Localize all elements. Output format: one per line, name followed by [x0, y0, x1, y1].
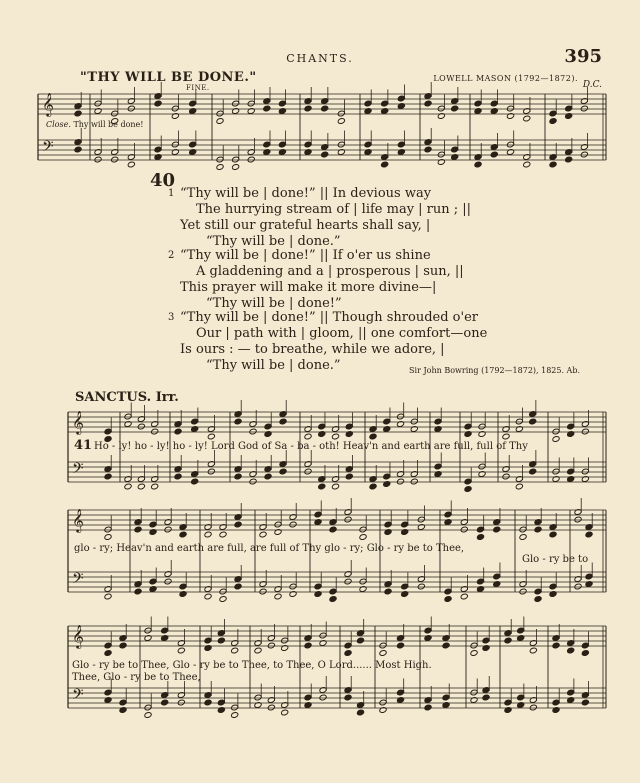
- verse-line: The hurrying stream of | life may | run ; ||: [196, 202, 472, 217]
- note-head: [104, 473, 112, 480]
- note-head: [552, 642, 560, 649]
- note-head: [580, 105, 588, 112]
- running-header: CHANTS.: [286, 52, 354, 65]
- note-head: [274, 593, 282, 600]
- chant-number: 40: [150, 170, 176, 191]
- note-head: [189, 149, 197, 156]
- note-head: [154, 154, 162, 161]
- note-head: [424, 100, 432, 107]
- note-head: [581, 428, 589, 435]
- note-head: [581, 699, 589, 706]
- note-head: [381, 161, 389, 168]
- note-head: [279, 418, 287, 425]
- note-head: [337, 149, 345, 156]
- note-head: [144, 635, 152, 642]
- note-head: [191, 478, 199, 485]
- note-head: [529, 704, 537, 711]
- note-head: [231, 647, 239, 654]
- note-head: [437, 113, 445, 120]
- note-head: [534, 526, 542, 533]
- verse-line: This prayer will make it more divine—|: [180, 280, 437, 295]
- note-head: [124, 483, 132, 490]
- note-head: [549, 591, 557, 598]
- note-head: [384, 588, 392, 595]
- verse-line: Our | path with | gloom, || one comfort—one: [196, 326, 488, 341]
- note-head: [234, 418, 242, 425]
- chant-title: "THY WILL BE DONE.": [80, 70, 257, 85]
- note-head: [369, 433, 377, 440]
- note-head: [359, 586, 367, 593]
- note-head: [124, 421, 132, 428]
- note-head: [565, 113, 573, 120]
- note-head: [529, 647, 537, 654]
- note-head: [204, 593, 212, 600]
- note-head: [437, 159, 445, 166]
- note-head: [234, 521, 242, 528]
- note-head: [314, 591, 322, 598]
- note-head: [219, 531, 227, 538]
- note-head: [482, 694, 490, 701]
- note-head: [529, 468, 537, 475]
- note-head: [493, 526, 501, 533]
- note-head: [396, 697, 404, 704]
- note-head: [451, 105, 459, 112]
- note-head: [515, 426, 523, 433]
- note-head: [574, 583, 582, 590]
- note-head: [470, 697, 478, 704]
- note-head: [304, 149, 312, 156]
- note-head: [264, 431, 272, 438]
- note-head: [567, 431, 575, 438]
- note-head: [289, 591, 297, 598]
- note-head: [331, 483, 339, 490]
- note-head: [549, 531, 557, 538]
- note-head: [344, 650, 352, 657]
- note-head: [151, 483, 159, 490]
- note-head: [517, 702, 525, 709]
- verse-1: [168, 186, 472, 250]
- note-head: [263, 149, 271, 156]
- note-head: [519, 588, 527, 595]
- note-head: [154, 100, 162, 107]
- verse-number: 2: [168, 250, 175, 261]
- note-head: [337, 118, 345, 125]
- note-head: [274, 529, 282, 536]
- note-head: [119, 642, 127, 649]
- note-head: [174, 428, 182, 435]
- note-head: [444, 519, 452, 526]
- note-head: [104, 534, 112, 541]
- note-head: [179, 591, 187, 598]
- note-head: [137, 483, 145, 490]
- bass-clef-icon: 𝄢: [72, 686, 84, 707]
- note-head: [94, 156, 102, 163]
- note-head: [247, 156, 255, 163]
- note-head: [104, 650, 112, 657]
- note-head: [232, 164, 240, 171]
- verse-number: 1: [168, 188, 175, 199]
- note-head: [581, 476, 589, 483]
- note-head: [216, 118, 224, 125]
- treble-clef-icon: 𝄞: [72, 508, 84, 532]
- note-head: [464, 431, 472, 438]
- verse-line: “Thy will be | done.”: [206, 358, 341, 373]
- note-head: [534, 596, 542, 603]
- note-head: [329, 526, 337, 533]
- bass-clef-icon: 𝄢: [72, 570, 84, 591]
- note-head: [504, 637, 512, 644]
- note-head: [267, 704, 275, 711]
- note-head: [94, 108, 102, 115]
- note-head: [104, 697, 112, 704]
- note-head: [364, 149, 372, 156]
- note-head: [267, 642, 275, 649]
- note-head: [567, 697, 575, 704]
- close-label: Close.: [46, 120, 71, 129]
- verse-3: [168, 310, 488, 374]
- note-head: [161, 699, 169, 706]
- note-head: [364, 108, 372, 115]
- note-head: [567, 647, 575, 654]
- note-head: [137, 423, 145, 430]
- note-head: [464, 486, 472, 493]
- note-head: [329, 596, 337, 603]
- sanctus-lyrics-2b: Glo - ry be to: [522, 554, 589, 565]
- note-head: [304, 642, 312, 649]
- note-head: [204, 645, 212, 652]
- note-head: [216, 164, 224, 171]
- dc-marking: D.C.: [582, 80, 602, 90]
- note-head: [217, 637, 225, 644]
- note-head: [474, 161, 482, 168]
- note-head: [502, 433, 510, 440]
- note-head: [177, 647, 185, 654]
- verse-line: A gladdening and a | prosperous | sun, ||: [196, 264, 464, 279]
- note-head: [134, 526, 142, 533]
- note-head: [482, 645, 490, 652]
- note-head: [493, 581, 501, 588]
- note-head: [219, 596, 227, 603]
- note-head: [249, 428, 257, 435]
- note-head: [478, 431, 486, 438]
- note-head: [506, 149, 514, 156]
- sanctus-title: SANCTUS. Irr.: [75, 390, 179, 405]
- note-head: [396, 642, 404, 649]
- note-head: [304, 468, 312, 475]
- note-head: [381, 108, 389, 115]
- note-head: [474, 108, 482, 115]
- note-head: [397, 149, 405, 156]
- note-head: [383, 481, 391, 488]
- note-head: [585, 531, 593, 538]
- page-number: 395: [564, 46, 602, 67]
- note-head: [177, 699, 185, 706]
- close-text: [46, 120, 144, 129]
- note-head: [504, 707, 512, 714]
- verse-line: Is ours : — to breathe, while we adore, |: [180, 342, 445, 357]
- note-head: [74, 110, 82, 117]
- bass-clef-icon: 𝄢: [42, 138, 54, 159]
- sanctus-lyrics-3b: Thee, Glo - ry be to Thee,: [72, 672, 201, 683]
- note-head: [574, 516, 582, 523]
- note-head: [259, 531, 267, 538]
- note-head: [161, 635, 169, 642]
- note-head: [476, 586, 484, 593]
- note-head: [581, 650, 589, 657]
- note-head: [278, 149, 286, 156]
- note-head: [442, 642, 450, 649]
- verse-number: 3: [168, 312, 175, 323]
- note-head: [289, 521, 297, 528]
- note-head: [506, 113, 514, 120]
- verse-line: “Thy will be | done!” || If o'er us shine: [180, 248, 431, 263]
- note-head: [424, 635, 432, 642]
- composer-credit: LOWELL MASON (1792—1872).: [433, 74, 578, 83]
- note-head: [490, 108, 498, 115]
- note-head: [254, 702, 262, 709]
- note-head: [359, 534, 367, 541]
- treble-clef-icon: 𝄞: [42, 92, 54, 116]
- note-head: [264, 473, 272, 480]
- note-head: [519, 534, 527, 541]
- bass-clef-icon: 𝄢: [72, 460, 84, 481]
- note-head: [217, 707, 225, 714]
- note-head: [304, 433, 312, 440]
- note-head: [318, 431, 326, 438]
- note-head: [478, 471, 486, 478]
- note-head: [523, 115, 531, 122]
- note-head: [567, 476, 575, 483]
- note-head: [444, 596, 452, 603]
- note-head: [174, 473, 182, 480]
- note-head: [384, 529, 392, 536]
- note-head: [552, 476, 560, 483]
- note-head: [460, 526, 468, 533]
- note-head: [127, 161, 135, 168]
- note-head: [523, 161, 531, 168]
- note-head: [529, 418, 537, 425]
- note-head: [304, 105, 312, 112]
- note-head: [247, 108, 255, 115]
- note-head: [164, 526, 172, 533]
- sanctus-lyrics-2: glo - ry; Heav'n and earth are full, are full of Thy glo - ry; Glo - ry be to Thee,: [74, 543, 465, 554]
- note-head: [396, 478, 404, 485]
- note-head: [74, 146, 82, 153]
- verse-line: “Thy will be | done!” || In devious way: [180, 186, 432, 201]
- note-head: [565, 156, 573, 163]
- note-head: [490, 151, 498, 158]
- sanctus-number: 41: [74, 438, 93, 453]
- close-words: Thy will be done!: [73, 120, 144, 129]
- note-head: [401, 591, 409, 598]
- note-head: [517, 635, 525, 642]
- note-head: [263, 105, 271, 112]
- note-head: [331, 433, 339, 440]
- note-head: [434, 426, 442, 433]
- note-head: [304, 702, 312, 709]
- note-head: [127, 105, 135, 112]
- note-head: [207, 468, 215, 475]
- verse-line: “Thy will be | done.”: [206, 234, 341, 249]
- attribution: Sir John Bowring (1792—1872), 1825. Ab.: [409, 366, 580, 375]
- note-head: [249, 478, 257, 485]
- note-head: [424, 704, 432, 711]
- note-head: [345, 473, 353, 480]
- note-head: [234, 583, 242, 590]
- note-head: [171, 113, 179, 120]
- note-head: [356, 637, 364, 644]
- note-head: [204, 699, 212, 706]
- note-head: [344, 516, 352, 523]
- verse-line: Yet still our grateful hearts shall say, |: [180, 218, 431, 233]
- note-head: [321, 105, 329, 112]
- note-head: [476, 534, 484, 541]
- note-head: [515, 483, 523, 490]
- fine-marking: FINE.: [186, 84, 210, 92]
- note-head: [424, 146, 432, 153]
- note-head: [549, 161, 557, 168]
- note-head: [417, 583, 425, 590]
- note-head: [345, 431, 353, 438]
- verse-2: [168, 248, 464, 312]
- note-head: [552, 436, 560, 443]
- note-head: [279, 468, 287, 475]
- note-head: [552, 707, 560, 714]
- note-head: [401, 529, 409, 536]
- note-head: [232, 108, 240, 115]
- note-head: [434, 471, 442, 478]
- note-head: [344, 694, 352, 701]
- note-head: [281, 645, 289, 652]
- note-head: [321, 151, 329, 158]
- sanctus-lyrics-1: Ho - ly! ho - ly! ho - ly! Lord God of Sa - ba - oth! Heav'n and earth are full, full of Thy: [94, 441, 528, 452]
- note-head: [410, 478, 418, 485]
- note-head: [379, 650, 387, 657]
- note-head: [319, 640, 327, 647]
- note-head: [119, 707, 127, 714]
- note-head: [231, 712, 239, 719]
- note-head: [442, 702, 450, 709]
- note-head: [259, 588, 267, 595]
- note-head: [278, 108, 286, 115]
- note-head: [397, 103, 405, 110]
- note-head: [410, 426, 418, 433]
- note-head: [204, 531, 212, 538]
- note-head: [144, 712, 152, 719]
- note-head: [134, 588, 142, 595]
- note-head: [111, 156, 119, 163]
- note-head: [281, 709, 289, 716]
- note-head: [254, 647, 262, 654]
- note-head: [191, 426, 199, 433]
- note-head: [502, 473, 510, 480]
- note-head: [164, 578, 172, 585]
- note-head: [451, 154, 459, 161]
- note-head: [470, 650, 478, 657]
- note-head: [383, 426, 391, 433]
- note-head: [179, 531, 187, 538]
- note-head: [314, 519, 322, 526]
- note-head: [149, 586, 157, 593]
- treble-clef-icon: 𝄞: [72, 410, 84, 434]
- note-head: [549, 118, 557, 125]
- verse-line: “Thy will be | done!” || Though shrouded o'er: [180, 310, 478, 325]
- treble-clef-icon: 𝄞: [72, 624, 84, 648]
- note-head: [207, 433, 215, 440]
- note-head: [319, 694, 327, 701]
- note-head: [585, 581, 593, 588]
- note-head: [318, 483, 326, 490]
- verse-line: “Thy will be | done!”: [206, 296, 342, 311]
- note-head: [344, 578, 352, 585]
- note-head: [356, 709, 364, 716]
- note-head: [149, 529, 157, 536]
- note-head: [417, 524, 425, 531]
- sanctus-lyrics-3: Glo - ry be to Thee, Glo - ry be to Thee, to Thee, O Lord...... Most High.: [72, 660, 432, 671]
- note-head: [580, 151, 588, 158]
- note-head: [369, 483, 377, 490]
- note-head: [104, 593, 112, 600]
- note-head: [171, 149, 179, 156]
- note-head: [379, 707, 387, 714]
- note-head: [189, 108, 197, 115]
- note-head: [460, 593, 468, 600]
- note-head: [396, 421, 404, 428]
- note-head: [151, 428, 159, 435]
- note-head: [234, 473, 242, 480]
